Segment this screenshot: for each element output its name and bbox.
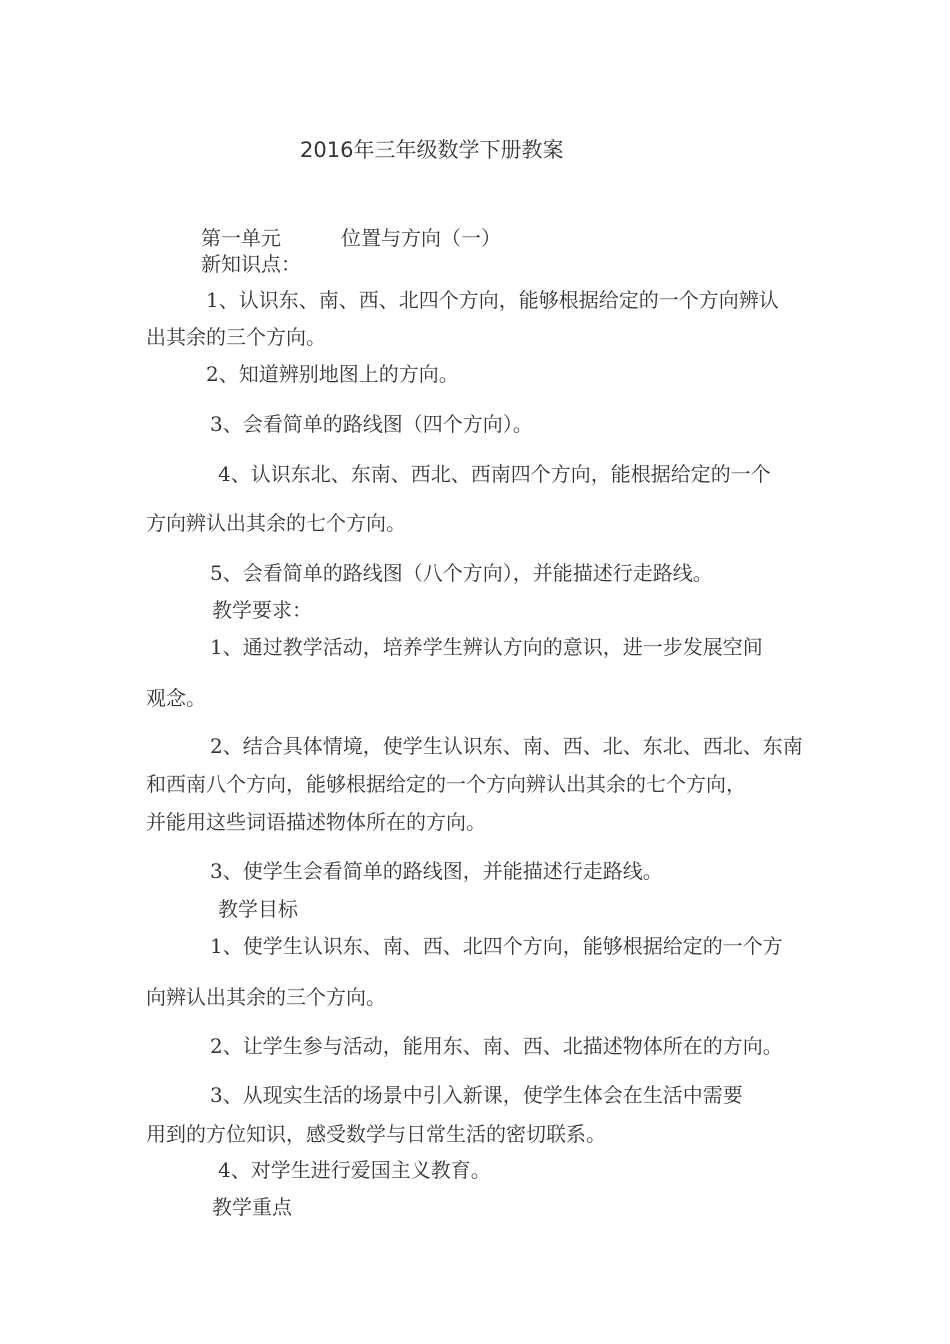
- objectives-heading: 教学目标: [218, 897, 298, 921]
- requirement-2-line-1: 2、结合具体情境，使学生认识东、南、西、北、东北、西北、东南: [210, 734, 803, 758]
- new-knowledge-item-1-line-1: 1、认识东、南、西、北四个方向，能够根据给定的一个方向辨认: [206, 288, 779, 312]
- new-knowledge-item-5: 5、会看简单的路线图（八个方向），并能描述行走路线。: [210, 561, 713, 585]
- requirement-2-line-2: 和西南八个方向，能够根据给定的一个方向辨认出其余的七个方向，: [146, 772, 746, 796]
- unit-name: 位置与方向（一）: [341, 226, 501, 250]
- objective-2: 2、让学生参与活动，能用东、南、西、北描述物体所在的方向。: [210, 1034, 783, 1058]
- objective-1-line-2: 向辨认出其余的三个方向。: [146, 985, 386, 1009]
- objective-1-line-1: 1、使学生认识东、南、西、北四个方向，能够根据给定的一个方: [210, 934, 783, 958]
- unit-number: 第一单元: [201, 226, 281, 250]
- objective-3-line-2: 用到的方位知识，感受数学与日常生活的密切联系。: [146, 1122, 606, 1146]
- objective-4: 4、对学生进行爱国主义教育。: [218, 1158, 491, 1182]
- requirement-2-line-3: 并能用这些词语描述物体所在的方向。: [146, 810, 486, 834]
- key-points-heading: 教学重点: [212, 1195, 292, 1219]
- requirement-1-line-2: 观念。: [146, 686, 206, 710]
- objective-3-line-1: 3、从现实生活的场景中引入新课，使学生体会在生活中需要: [210, 1083, 743, 1107]
- new-knowledge-item-4-line-1: 4、认识东北、东南、西北、西南四个方向，能根据给定的一个: [218, 462, 771, 486]
- requirements-heading: 教学要求：: [212, 598, 312, 622]
- document-title: 2016年三年级数学下册教案: [300, 138, 564, 162]
- new-knowledge-item-3: 3、会看简单的路线图（四个方向）。: [210, 412, 533, 436]
- new-knowledge-heading: 新知识点：: [201, 252, 301, 276]
- new-knowledge-item-4-line-2: 方向辨认出其余的七个方向。: [146, 511, 406, 535]
- requirement-1-line-1: 1、通过教学活动，培养学生辨认方向的意识，进一步发展空间: [210, 635, 763, 659]
- requirement-3: 3、使学生会看简单的路线图，并能描述行走路线。: [210, 859, 663, 883]
- new-knowledge-item-2: 2、知道辨别地图上的方向。: [206, 362, 459, 386]
- new-knowledge-item-1-line-2: 出其余的三个方向。: [146, 325, 326, 349]
